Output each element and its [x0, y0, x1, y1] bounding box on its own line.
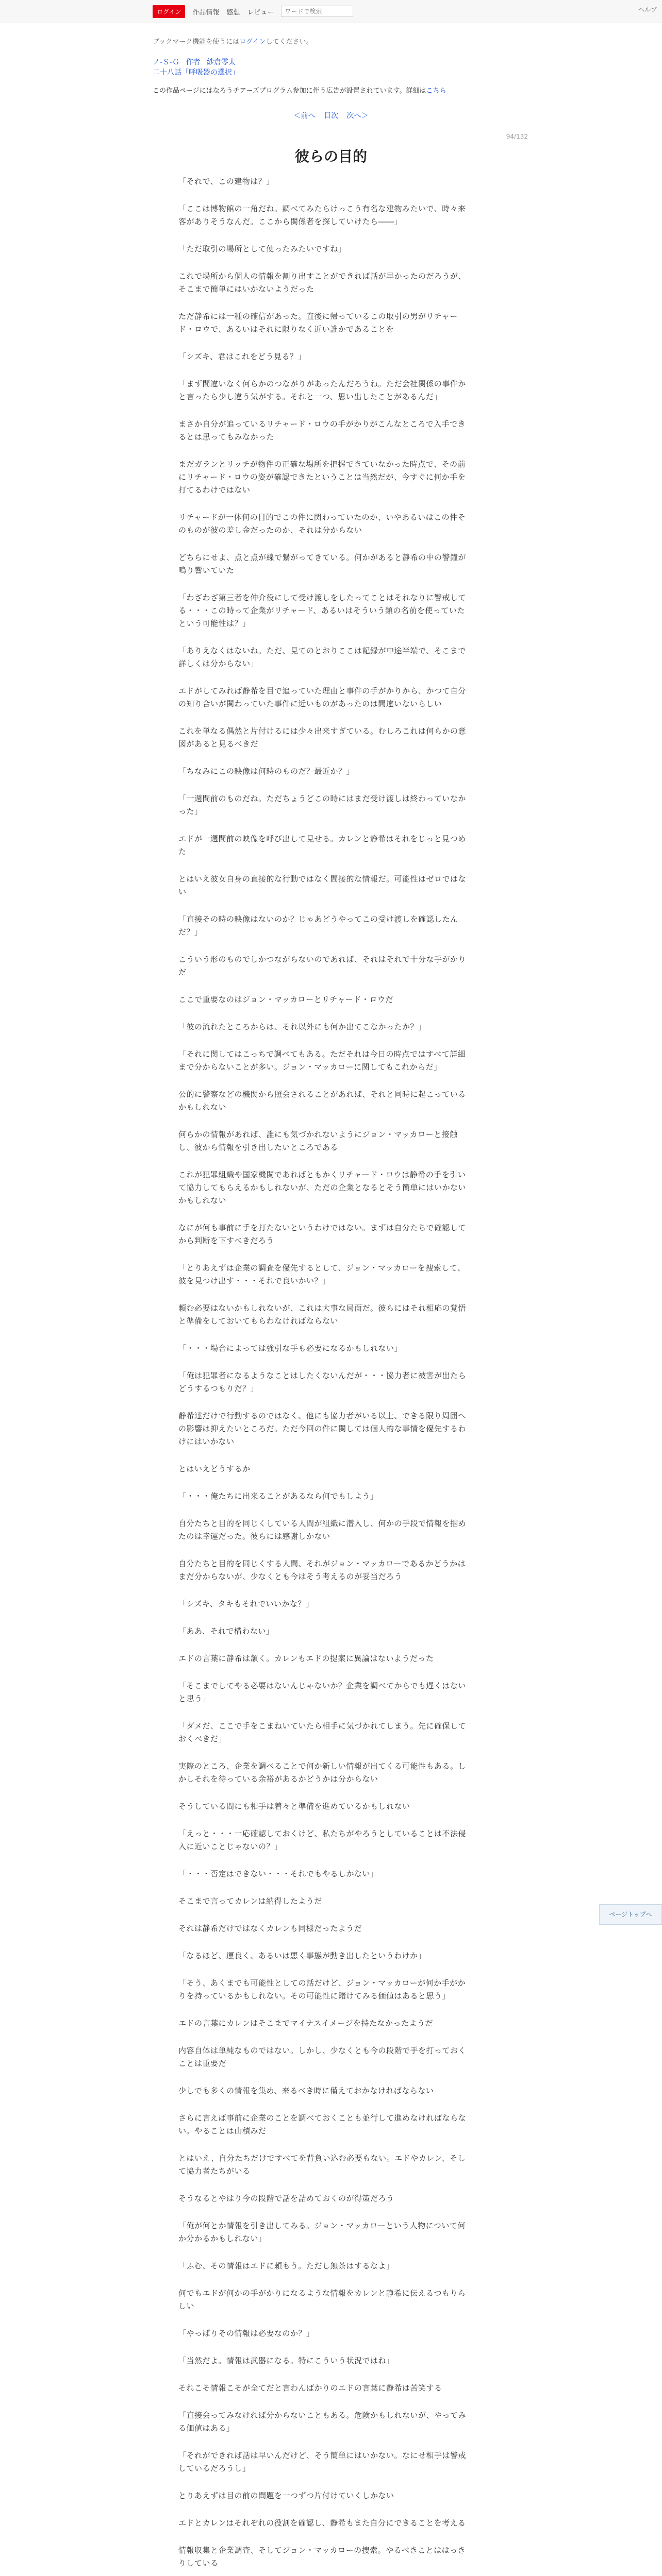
nav-work-info[interactable]: 作品情報 [192, 8, 220, 16]
novel-paragraph: 「一週間前のものだね。ただちょうどこの時にはまだ受け渡しは終わっていなかった」 [178, 794, 466, 816]
novel-paragraph: 「そう、あくまでも可能性としての話だけど、ジョン・マッカローが何か手がかりを持っているかもしれない。その可能性に賭けてみる価値はあると思う」 [178, 1978, 466, 2001]
novel-paragraph: 「ふむ、その情報はエドに頼もう。ただし無茶はするなよ」 [178, 2261, 394, 2270]
novel-paragraph: 「それができれば話は早いんだけど、そう簡単にはいかない。なにせ相手は警戒しているだろうし」 [178, 2451, 467, 2473]
novel-paragraph: 「直接会ってみなければ分からないこともある。危険かもしれないが、やってみる価値はある」 [178, 2411, 467, 2433]
toc-link[interactable]: 目次 [324, 112, 338, 120]
novel-paragraph: とりあえずは目の前の問題を一つずつ片付けていくしかない [178, 2491, 394, 2500]
novel-body [178, 175, 467, 2576]
novel-paragraph: ここで重要なのはジョン・マッカローとリチャード・ロウだ [178, 995, 393, 1004]
novel-paragraph: 「・・・否定はできない・・・それでもやるしかない」 [178, 1869, 378, 1878]
novel-paragraph: 「ありえなくはないね。ただ、見てのとおりここは記録が中途半端で、そこまで詳しくは分からない」 [178, 646, 466, 668]
novel-paragraph: 内容自体は単純なものではない。しかし、少なくとも今の段階で手を打っておくことは重要だ [178, 2046, 467, 2068]
novel-paragraph: とはいえどうするか [178, 1464, 251, 1473]
novel-paragraph: 何らかの情報があれば、誰にも気づかれないようにジョン・マッカローと接触し、彼から情報を引き出したいところである [178, 1130, 458, 1152]
breadcrumb-author[interactable]: 紗倉零太 [207, 58, 236, 66]
novel-paragraph: なにが何も事前に手を打たないというわけではない。まずは自分たちで確認してから判断を下すべきだろう [178, 1223, 466, 1245]
nav-impressions[interactable]: 感想 [226, 8, 240, 16]
chapter-title: 彼らの目的 [294, 148, 367, 165]
novel-paragraph: 「彼の流れたところからは、それ以外にも何か出てこなかったか？」 [178, 1022, 426, 1031]
novel-paragraph: それこそ情報こそが全てだと言わんばかりのエドの言葉に静希は苦笑する [178, 2383, 442, 2393]
novel-paragraph: 「ダメだ、ここで手をこまねいていたら相手に気づかれてしまう。先に確保しておくべきだ」 [178, 1721, 467, 1743]
novel-paragraph: エドとカレンはそれぞれの役割を確認し、静希もまた自分にできることを考える [178, 2518, 466, 2528]
novel-paragraph: これを単なる偶然と片付けるには少々出来すぎている。むしろこれは何らかの意図があると見るべきだ [178, 726, 467, 749]
novel-paragraph: 少しでも多くの情報を集め、来るべき時に備えておかなければならない [178, 2086, 434, 2095]
novel-paragraph: 「俺が何とか情報を引き出してみる。ジョン・マッカローという人物について何か分かるかもしれない」 [178, 2221, 466, 2243]
novel-paragraph: そうしている間にも相手は着々と準備を進めているかもしれない [178, 1802, 410, 1811]
top-bar-nav [153, 4, 353, 19]
novel-paragraph: エドの言葉にカレンはそこまでマイナスイメージを持たなかったようだ [178, 2019, 433, 2028]
novel-paragraph: 「そこまでしてやる必要はないんじゃないか？企業を調べてからでも遅くはないと思う」 [178, 1681, 466, 1703]
novel-paragraph: 「まず間違いなく何らかのつながりがあったんだろうね。ただ会社関係の事件かと言ったら少し違う気がする。それと一つ、思い出したことがあるんだ」 [178, 379, 466, 401]
novel-paragraph: エドがしてみれば静希を目で追っていた理由と事件の手がかりから、かつて自分の知り合いが関わっていた事件に近いものがあったのは間違いないらしい [178, 686, 467, 708]
novel-paragraph: これが犯罪組織や国家機関であればともかくリチャード・ロウは静希の手を引いて協力してもらえるかもしれないが、ただの企業となるとそう簡単にはいかないかもしれない [178, 1170, 467, 1205]
breadcrumb [153, 57, 240, 67]
novel-paragraph: とはいえ、自分たちだけですべてを背負い込む必要もない。エドやカレン、そして協力者たちがいる [178, 2154, 466, 2176]
novel-paragraph: ただ静希には一種の確信があった。直後に帰っているこの取引の男がリチャード・ロウで、あるいはそれに限りなく近い誰かであることを [178, 312, 458, 334]
search-input[interactable] [281, 6, 353, 17]
novel-paragraph: 静希達だけで行動するのではなく、他にも協力者がいる以上、できる限り周囲への影響は抑えたいところだ。ただ今回の件に関しては個人的な事情を優先するわけにはいかない [178, 1411, 467, 1446]
novel-paragraph: エドが一週間前の映像を呼び出して見せる。カレンと静希はそれをじっと見つめた [178, 834, 466, 856]
login-button[interactable]: ログイン [153, 5, 185, 18]
novel-paragraph: 自分たちと目的を同じくする人間、それがジョン・マッカローであるかどうかはまだ分からないが、少なくとも今はそう考えるのが妥当だろう [178, 1559, 466, 1581]
novel-paragraph: 「えっと・・・一応確認しておくけど、私たちがやろうとしていることは不法侵入に近いことじゃないの？」 [178, 1829, 467, 1851]
novel-paragraph: それは静希だけではなくカレンも同様だったようだ [178, 1924, 362, 1933]
novel-paragraph: 「それで、この建物は？」 [178, 177, 274, 186]
novel-paragraph: まだガランとリッチが物件の正確な場所を把握できていなかった時点で、その前にリチャード・ロウの姿が確認できたということは当然だが、今すぐに何か手を打てるわけではない [178, 460, 466, 495]
nav-reviews[interactable]: レビュー [247, 8, 274, 16]
episode-subtitle-text[interactable]: 二十八話「呼吸器の選択」 [153, 69, 239, 77]
novel-paragraph: 「直接その時の映像はないのか？じゃあどうやってこの受け渡しを確認したんだ？」 [178, 914, 458, 937]
episode-pager [0, 110, 662, 121]
bookmark-note-prefix: ブックマーク機能を使うには [153, 38, 240, 46]
novel-paragraph: 「ここは博物館の一角だね。調べてみたらけっこう有名な建物みたいで、時々来客がありそうなんだ。ここから関係者を探していけたら――」 [178, 204, 466, 226]
novel-paragraph: そうなるとやはり今の段階で話を詰めておくのが得策だろう [178, 2194, 394, 2203]
ad-notice [153, 85, 446, 95]
novel-paragraph: リチャードが一体何の目的でこの件に関わっていたのか、いやあるいはこの件そのものが彼の差し金だったのか、それは分からない [178, 513, 466, 535]
novel-paragraph: エドの言葉に静希は頷く。カレンもエドの提案に異論はないようだった [178, 1654, 434, 1663]
top-bar [0, 0, 662, 23]
novel-paragraph: 自分たちと目的を同じくしている人間が組織に潜入し、何かの手段で情報を掴めたのは幸運だった。彼らには感謝しかない [178, 1519, 467, 1541]
novel-paragraph: 「ちなみにこの映像は何時のものだ？最近か？」 [178, 767, 355, 776]
novel-paragraph: 「当然だよ。情報は武器になる。特にこういう状況ではね」 [178, 2356, 394, 2365]
novel-paragraph: 「とりあえずは企業の調査を優先するとして、ジョン・マッカローを捜索して、彼を見つけ出す・・・それで良いかい？」 [178, 1263, 466, 1285]
novel-paragraph: 実際のところ、企業を調べることで何か新しい情報が出てくる可能性もある。しかしそれを待っている余裕があるかどうかは分からない [178, 1761, 467, 1784]
novel-paragraph: とはいえ彼女自身の直接的な行動ではなく間接的な情報だ。可能性はゼロではない [178, 874, 467, 896]
page-top-button[interactable]: ページトップへ [599, 1904, 662, 1925]
novel-paragraph: 「・・・俺たちに出来ることがあるなら何でもしよう」 [178, 1492, 378, 1501]
episode-number: 94/132 [506, 133, 528, 140]
novel-paragraph: 「ああ、それで構わない」 [178, 1626, 274, 1636]
novel-paragraph: さらに言えば事前に企業のことを調べておくことも並行して進めなければならない。やることは山積みだ [178, 2113, 467, 2136]
next-episode-link[interactable]: 次へ＞ [346, 112, 369, 120]
novel-paragraph: 「俺は犯罪者になるようなことはしたくないんだが・・・協力者に被害が出たらどうするつもりだ？」 [178, 1371, 467, 1393]
novel-paragraph: こういう形のものでしかつながらないのであれば、それはそれで十分な手がかりだ [178, 955, 467, 977]
breadcrumb-series[interactable]: ノ-Ｓ-Ｇ [153, 58, 180, 66]
help-link[interactable]: ヘルプ [638, 6, 657, 13]
novel-paragraph: 公的に警察などの機関から照会されることがあれば、それと同時に起こっているかもしれない [178, 1090, 466, 1112]
novel-paragraph: 「シズキ、タキもそれでいいかな？」 [178, 1599, 314, 1608]
novel-paragraph: どちらにせよ、点と点が線で繋がってきている。何かがあると静希の中の警鐘が鳴り響いていた [178, 553, 467, 575]
breadcrumb-author-label: 作者 [186, 58, 201, 66]
ad-notice-text: この作品ページにはなろうチアーズプログラム参加に伴う広告が設置されています。詳細は [153, 87, 426, 95]
novel-paragraph: 「やっぱりその情報は必要なのか？」 [178, 2329, 315, 2338]
novel-paragraph: そこまで言ってカレンは納得したようだ [178, 1896, 322, 1906]
novel-paragraph: これで場所から個人の情報を割り出すことができれば話が早かったのだろうが、そこまで簡単にはいかないようだった [178, 272, 467, 294]
bookmark-note [153, 36, 312, 46]
novel-paragraph: 情報収集と企業調査、そしてジョン・マッカローの捜索。やるべきことははっきりしている [178, 2546, 466, 2568]
novel-paragraph: 「それに関してはこっちで調べてもある。ただそれは今日の時点ではすべて詳細まで分からないことが多い。ジョン・マッカローに関してもこれからだ」 [178, 1049, 466, 1072]
episode-subtitle [153, 67, 239, 77]
ad-notice-link[interactable]: こちら [426, 87, 446, 95]
novel-paragraph: 「ただ取引の場所として使ったみたいですね」 [178, 244, 346, 253]
novel-paragraph: 「・・・場合によっては強引な手も必要になるかもしれない」 [178, 1344, 403, 1353]
novel-paragraph: 「なるほど、運良く、あるいは悪く事態が動き出したというわけか」 [178, 1951, 426, 1960]
prev-episode-link[interactable]: ＜前へ [293, 112, 316, 120]
novel-paragraph: 頼む必要はないかもしれないが、これは大事な局面だ。彼らにはそれ相応の覚悟と準備をしておいてもらわなければならない [178, 1303, 467, 1326]
novel-paragraph: まさか自分が追っているリチャード・ロウの手がかりがこんなところで入手できるとは思ってもみなかった [178, 419, 466, 442]
bookmark-login-link[interactable]: ログイン [239, 38, 266, 46]
novel-paragraph: 「わざわざ第三者を仲介役にして受け渡しをしたってことはそれなりに警戒してる・・・この時って企業がリチャード、あるいはそういう類の名前を使っていたという可能性は？」 [178, 593, 467, 628]
bookmark-note-suffix: してください。 [266, 38, 313, 46]
novel-paragraph: 「シズキ、君はこれをどう見る？」 [178, 352, 306, 361]
novel-paragraph: 何でもエドが何かの手がかりになるような情報をカレンと静希に伝えるつもりらしい [178, 2289, 466, 2311]
